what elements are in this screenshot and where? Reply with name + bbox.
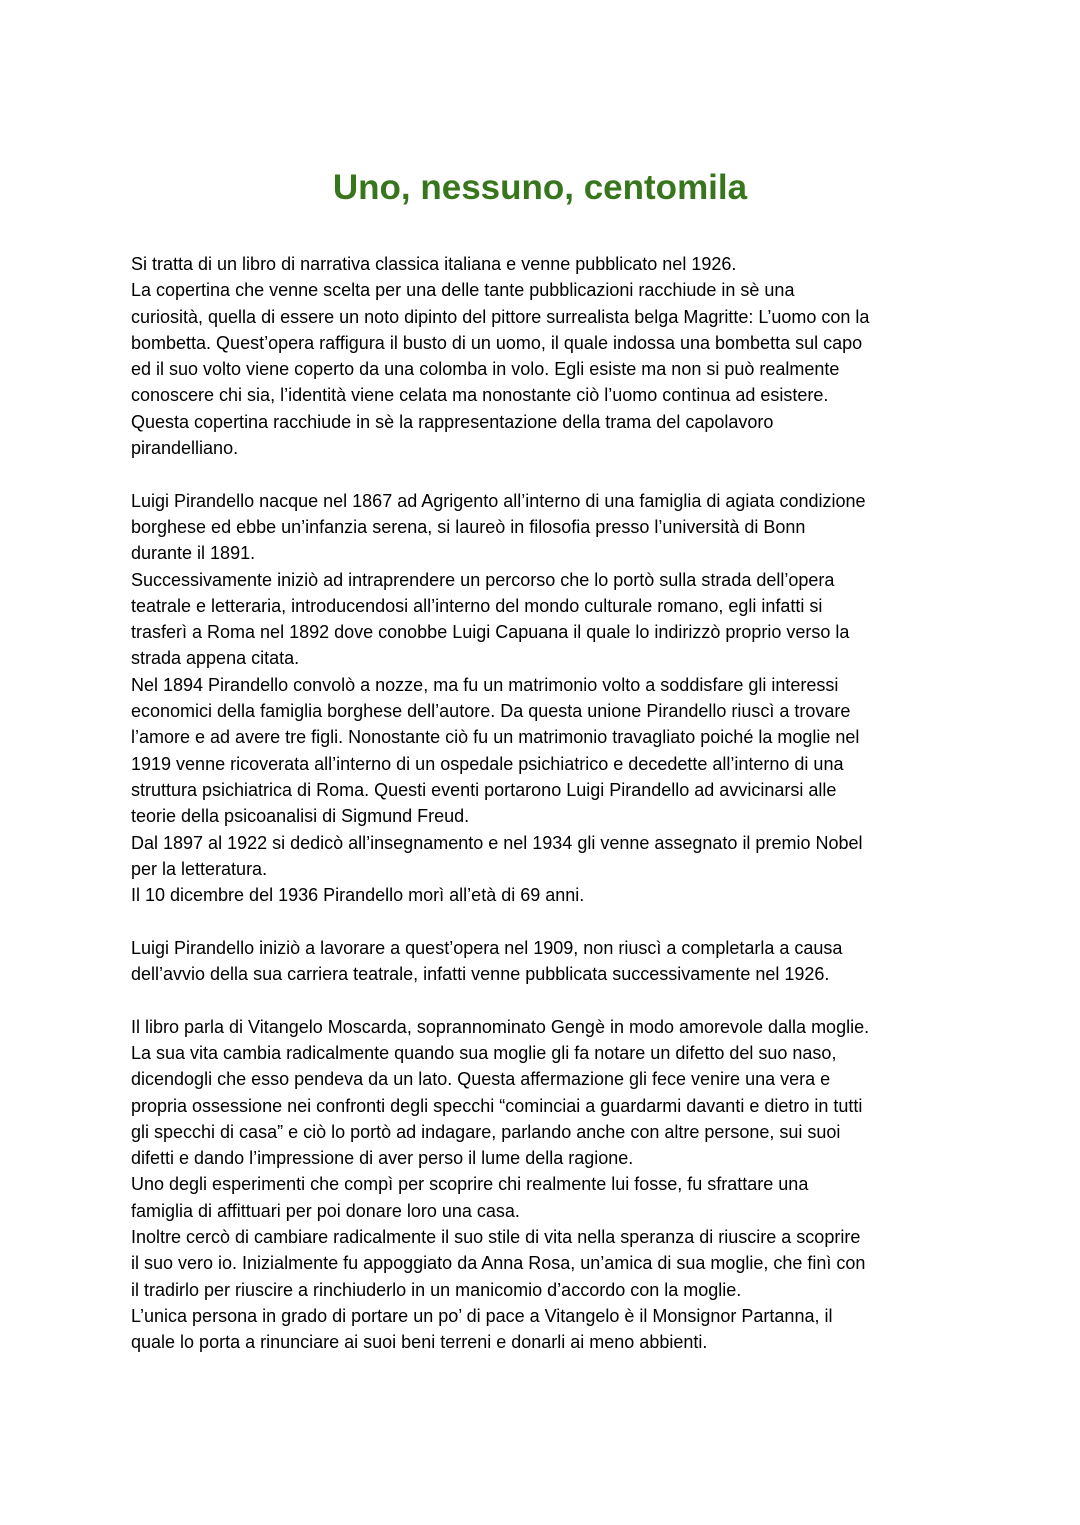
text-line: famiglia di affittuari per poi donare loro una casa. [131,1200,520,1221]
text-line: teatrale e letteraria, introducendosi all’interno del mondo culturale romano, egli infatti si [131,595,823,616]
text-line: Luigi Pirandello nacque nel 1867 ad Agrigento all’interno di una famiglia di agiata condizione [131,490,866,511]
text-line: strada appena citata. [131,648,300,669]
text-line: trasferì a Roma nel 1892 dove conobbe Luigi Capuana il quale lo indirizzò proprio verso la [131,622,850,643]
text-line: l’amore e ad avere tre figli. Nonostante ciò fu un matrimonio travagliato poiché la moglie nel [131,727,860,748]
text-line: per la letteratura. [131,858,268,879]
text-line: Uno degli esperimenti che compì per scoprire chi realmente lui fosse, fu sfrattare una [131,1174,809,1195]
text-line: Si tratta di un libro di narrativa classica italiana e venne pubblicato nel 1926. [131,254,737,274]
text-line: economici della famiglia borghese dell’autore. Da questa unione Pirandello riuscì a trovare [131,701,851,722]
text-line: Nel 1894 Pirandello convolò a nozze, ma fu un matrimonio volto a soddisfare gli interessi [131,674,839,695]
text-line: Questa copertina racchiude in sè la rappresentazione della trama del capolavoro [131,411,774,432]
text-line: La copertina che venne scelta per una delle tante pubblicazioni racchiude in sè una [131,280,795,301]
document-title: Uno, nessuno, centomila [332,168,748,207]
text-line: Luigi Pirandello iniziò a lavorare a quest’opera nel 1909, non riuscì a completarla a causa [131,937,843,958]
text-line: 1919 venne ricoverata all’interno di un ospedale psichiatrico e decedette all’interno di una [131,753,844,774]
text-line: dicendogli che esso pendeva da un lato. Questa affermazione gli fece venire una vera e [131,1069,831,1090]
text-line: pirandelliano. [131,438,239,459]
text-line: La sua vita cambia radicalmente quando sua moglie gli fa notare un difetto del suo naso, [131,1042,837,1063]
text-line: ed il suo volto viene coperto da una colomba in volo. Egli esiste ma non si può realmente [131,359,840,380]
text-line: durante il 1891. [131,543,256,564]
text-line: teorie della psicoanalisi di Sigmund Freud. [131,806,470,827]
text-line: dell’avvio della sua carriera teatrale, infatti venne pubblicata successivamente nel 1926. [131,964,830,985]
text-line: Inoltre cercò di cambiare radicalmente il suo stile di vita nella speranza di riuscire a scoprire [131,1226,861,1247]
text-line: Dal 1897 al 1922 si dedicò all’insegnamento e nel 1934 gli venne assegnato il premio Nobel [131,832,863,853]
text-line: bombetta. Quest’opera raffigura il busto di un uomo, il quale indossa una bombetta sul capo [131,332,863,353]
text-line: struttura psichiatrica di Roma. Questi eventi portarono Luigi Pirandello ad avvicinarsi alle [131,779,837,800]
paragraph-plot-summary [131,1014,961,1356]
paragraph-writing-history [131,935,961,988]
text-line: il tradirlo per riuscire a rinchiuderlo in un manicomio d’accordo con la moglie. [131,1279,742,1300]
document-body [131,251,961,1355]
paragraph-author-biography [131,488,961,909]
text-line: quale lo porta a rinunciare ai suoi beni terreni e donarli ai meno abbienti. [131,1332,708,1353]
text-line: Successivamente iniziò ad intraprendere un percorso che lo portò sulla strada dell’opera [131,569,835,590]
text-line: L’unica persona in grado di portare un po’ di pace a Vitangelo è il Monsignor Partanna, il [131,1305,833,1326]
text-line: borghese ed ebbe un’infanzia serena, si laureò in filosofia presso l’università di Bonn [131,516,806,537]
paragraph-book-cover [131,251,961,461]
text-line: gli specchi di casa” e ciò lo portò ad indagare, parlando anche con altre persone, sui suoi [131,1121,841,1142]
text-line: curiosità, quella di essere un noto dipinto del pittore surrealista belga Magritte: L’uomo con la [131,306,870,327]
text-line: conoscere chi sia, l’identità viene celata ma nonostante ciò l’uomo continua ad esistere. [131,385,829,406]
text-line: difetti e dando l’impressione di aver perso il lume della ragione. [131,1148,634,1169]
text-line: Il 10 dicembre del 1936 Pirandello morì all’età di 69 anni. [131,885,585,906]
text-line: propria ossessione nei confronti degli specchi “cominciai a guardarmi davanti e dietro in tutti [131,1095,863,1116]
text-line: il suo vero io. Inizialmente fu appoggiato da Anna Rosa, un’amica di sua moglie, che finì con [131,1253,866,1274]
text-line: Il libro parla di Vitangelo Moscarda, soprannominato Gengè in modo amorevole dalla moglie. [131,1016,870,1037]
